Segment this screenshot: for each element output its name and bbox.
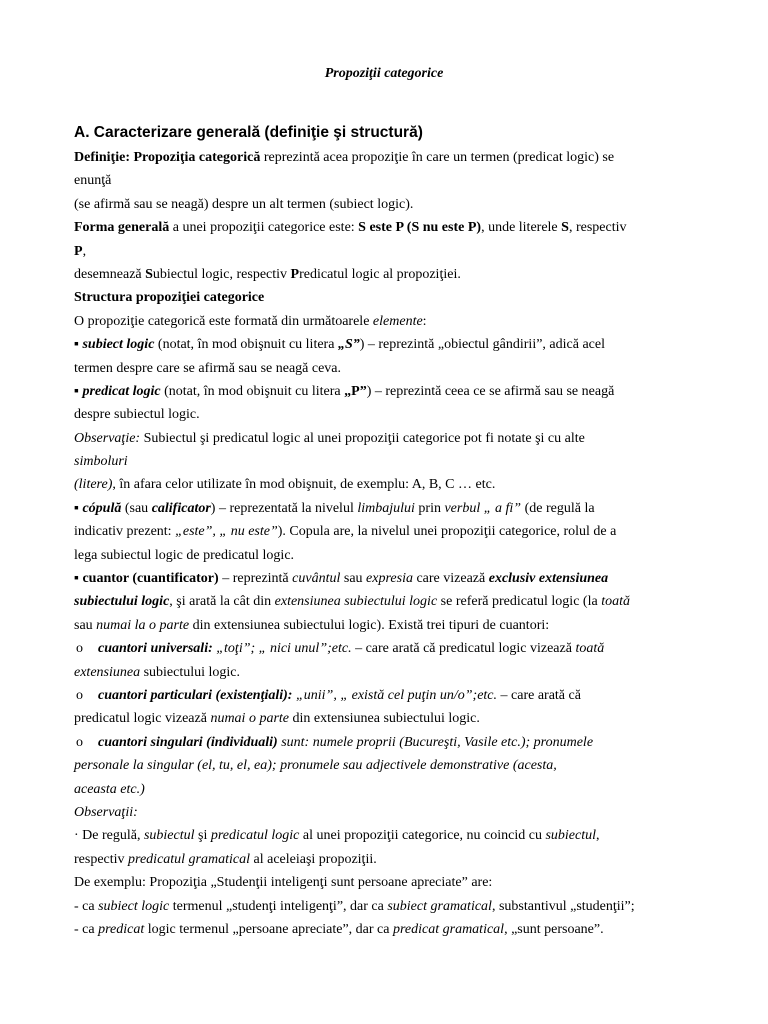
paragraph-line: simboluri (74, 454, 128, 470)
page-title: Propoziţii categorice (324, 66, 444, 81)
list-item: o cuantori universali: „toţi”; „ nici unul”;etc. – care arată că predicatul logic vizează toată (74, 637, 696, 660)
paragraph-line: personale la singular (el, tu, el, ea); pronumele sau adjectivele demonstrative (acesta, (74, 758, 557, 774)
paragraph-line: termen despre care se afirmă sau se neagă ceva. (74, 360, 342, 376)
paragraph-line: Forma generală a unei propoziţii categorice este: S este P (S nu este P), unde literele S, respectiv (74, 220, 627, 236)
list-item: ▪ subiect logic (notat, în mod obişnuit cu litera „S”) – reprezintă „obiectul gândirii”, adică acel (74, 337, 605, 353)
paragraph-line: Observaţie: Subiectul şi predicatul logic al unei propoziţii categorice pot fi notate şi cu alte (74, 430, 585, 446)
paragraph-line: (litere), în afara celor utilizate în mod obişnuit, de exemplu: A, B, C … etc. (74, 477, 496, 493)
subheading: Structura propoziţiei categorice (74, 290, 265, 306)
bullet-icon: ▪ (74, 383, 83, 399)
paragraph-line: sau numai la o parte din extensiunea subiectului logic). Există trei tipuri de cuantori: (74, 617, 550, 633)
section-heading: A. Caracterizare generală (definiţie şi structură) (74, 124, 423, 141)
paragraph-line: predicatul logic vizează numai o parte din extensiunea subiectului logic. (74, 711, 480, 727)
paragraph-line: respectiv predicatul gramatical al aceleiaşi propoziţii. (74, 851, 377, 867)
paragraph-line: desemnează Subiectul logic, respectiv Predicatul logic al propoziţiei. (74, 266, 461, 282)
paragraph-line: (se afirmă sau se neagă) despre un alt termen (subiect logic). (74, 196, 414, 212)
list-item: o cuantori singulari (individuali) sunt: numele proprii (Bucureşti, Vasile etc.); pronumele (74, 731, 696, 754)
circle-bullet-icon: o (76, 641, 83, 657)
paragraph-line: - ca predicat logic termenul „persoane apreciate”, dar ca predicat gramatical, „sunt persoane”. (74, 921, 604, 937)
list-item: ▪ predicat logic (notat, în mod obişnuit cu litera „P”) – reprezintă ceea ce se afirmă sau se neagă (74, 383, 615, 399)
list-item: ▪ cópulă (sau calificator) – reprezentată la nivelul limbajului prin verbul „ a fi” (de regulă la (74, 500, 595, 516)
paragraph-line: P, (74, 243, 87, 259)
paragraph-line: subiectului logic, şi arată la cât din extensiunea subiectului logic se referă predicatul logic (la toată (74, 594, 630, 610)
list-item: o cuantori particulari (existenţiali): „unii”, „ există cel puţin un/o”;etc. – care arată că (74, 684, 696, 707)
bullet-icon: ▪ (74, 337, 83, 353)
paragraph-line: indicativ prezent: „este”, „ nu este”). Copula are, la nivelul unei propoziţii categorice, rolul de a (74, 524, 617, 540)
list-item: ▪ cuantor (cuantificator) – reprezintă cuvântul sau expresia care vizează exclusiv extensiunea (74, 571, 609, 587)
bullet-icon: ▪ (74, 500, 83, 516)
paragraph-line: - ca subiect logic termenul „studenţi inteligenţi”, dar ca subiect gramatical, substantivul „studenţii”; (74, 898, 635, 914)
paragraph-line: aceasta etc.) (74, 781, 145, 797)
paragraph-line: despre subiectul logic. (74, 407, 200, 423)
paragraph-line: Observaţii: (74, 804, 138, 820)
circle-bullet-icon: o (76, 687, 83, 703)
circle-bullet-icon: o (76, 734, 83, 750)
paragraph-line: De exemplu: Propoziţia „Studenţii inteligenţi sunt persoane apreciate” are: (74, 875, 493, 891)
paragraph-line: enunţă (74, 173, 112, 189)
paragraph-line: Definiţie: Propoziţia categorică reprezintă acea propoziţie în care un termen (predicat logic) se (74, 150, 615, 165)
paragraph-line: · De regulă, subiectul şi predicatul logic al unei propoziţii categorice, nu coincid cu subiectul, (74, 828, 600, 844)
bullet-icon: ▪ (74, 571, 83, 587)
paragraph-line: lega subiectul logic de predicatul logic. (74, 547, 295, 563)
document-body (74, 146, 696, 941)
paragraph-line: extensiunea subiectului logic. (74, 664, 241, 680)
paragraph-line: O propoziţie categorică este formată din următoarele elemente: (74, 313, 427, 329)
